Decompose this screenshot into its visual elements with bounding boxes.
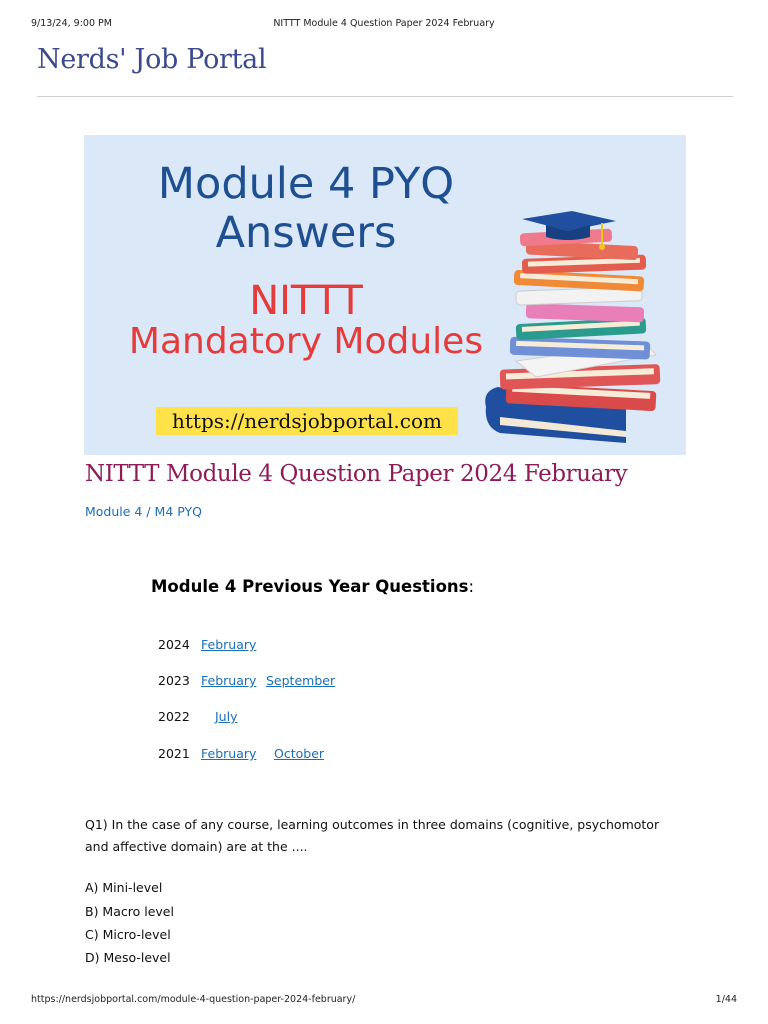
pyq-heading-colon: :	[468, 577, 475, 596]
banner-line-3: NITTT	[249, 278, 363, 324]
pyq-link-2023-september[interactable]: September	[266, 673, 336, 688]
pyq-link-2023-february[interactable]: February	[201, 673, 257, 688]
pyq-link-2021-october[interactable]: October	[274, 746, 325, 761]
option-a: A) Mini-level	[85, 880, 163, 895]
banner-line-2: Answers	[215, 208, 397, 258]
pyq-link-2021-february[interactable]: February	[201, 746, 257, 761]
banner-line-4: Mandatory Modules	[128, 321, 484, 362]
pyq-heading	[151, 577, 474, 596]
header-divider	[37, 96, 733, 97]
print-url: https://nerdsjobportal.com/module-4-question-paper-2024-february/	[31, 994, 356, 1005]
year-label: 2023	[158, 673, 190, 688]
category-link[interactable]: Module 4 / M4 PYQ	[85, 504, 202, 519]
print-date: 9/13/24, 9:00 PM	[31, 18, 112, 29]
year-label: 2021	[158, 746, 190, 761]
option-d: D) Meso-level	[85, 950, 171, 965]
option-c: C) Micro-level	[85, 927, 171, 942]
books-icon	[476, 211, 676, 447]
option-b: B) Macro level	[85, 904, 174, 919]
year-label: 2024	[158, 637, 190, 652]
banner-url: https://nerdsjobportal.com	[156, 407, 458, 435]
banner-line-1: Module 4 PYQ	[157, 159, 455, 209]
pyq-link-2024-february[interactable]: February	[201, 637, 257, 652]
year-label: 2022	[158, 709, 190, 724]
print-page-number: 1/44	[715, 994, 737, 1005]
question-text: Q1) In the case of any course, learning outcomes in three domains (cognitive, psychomotor and affective domain) are at the ....	[85, 817, 660, 854]
post-title: NITTT Module 4 Question Paper 2024 February	[85, 461, 628, 487]
print-doc-title: NITTT Module 4 Question Paper 2024 February	[273, 18, 495, 29]
site-title[interactable]: Nerds' Job Portal	[37, 44, 267, 75]
print-header	[0, 0, 768, 28]
pyq-heading-text: Module 4 Previous Year Questions	[151, 577, 469, 596]
pyq-link-2022-july[interactable]: July	[215, 709, 238, 724]
featured-banner	[84, 135, 686, 455]
